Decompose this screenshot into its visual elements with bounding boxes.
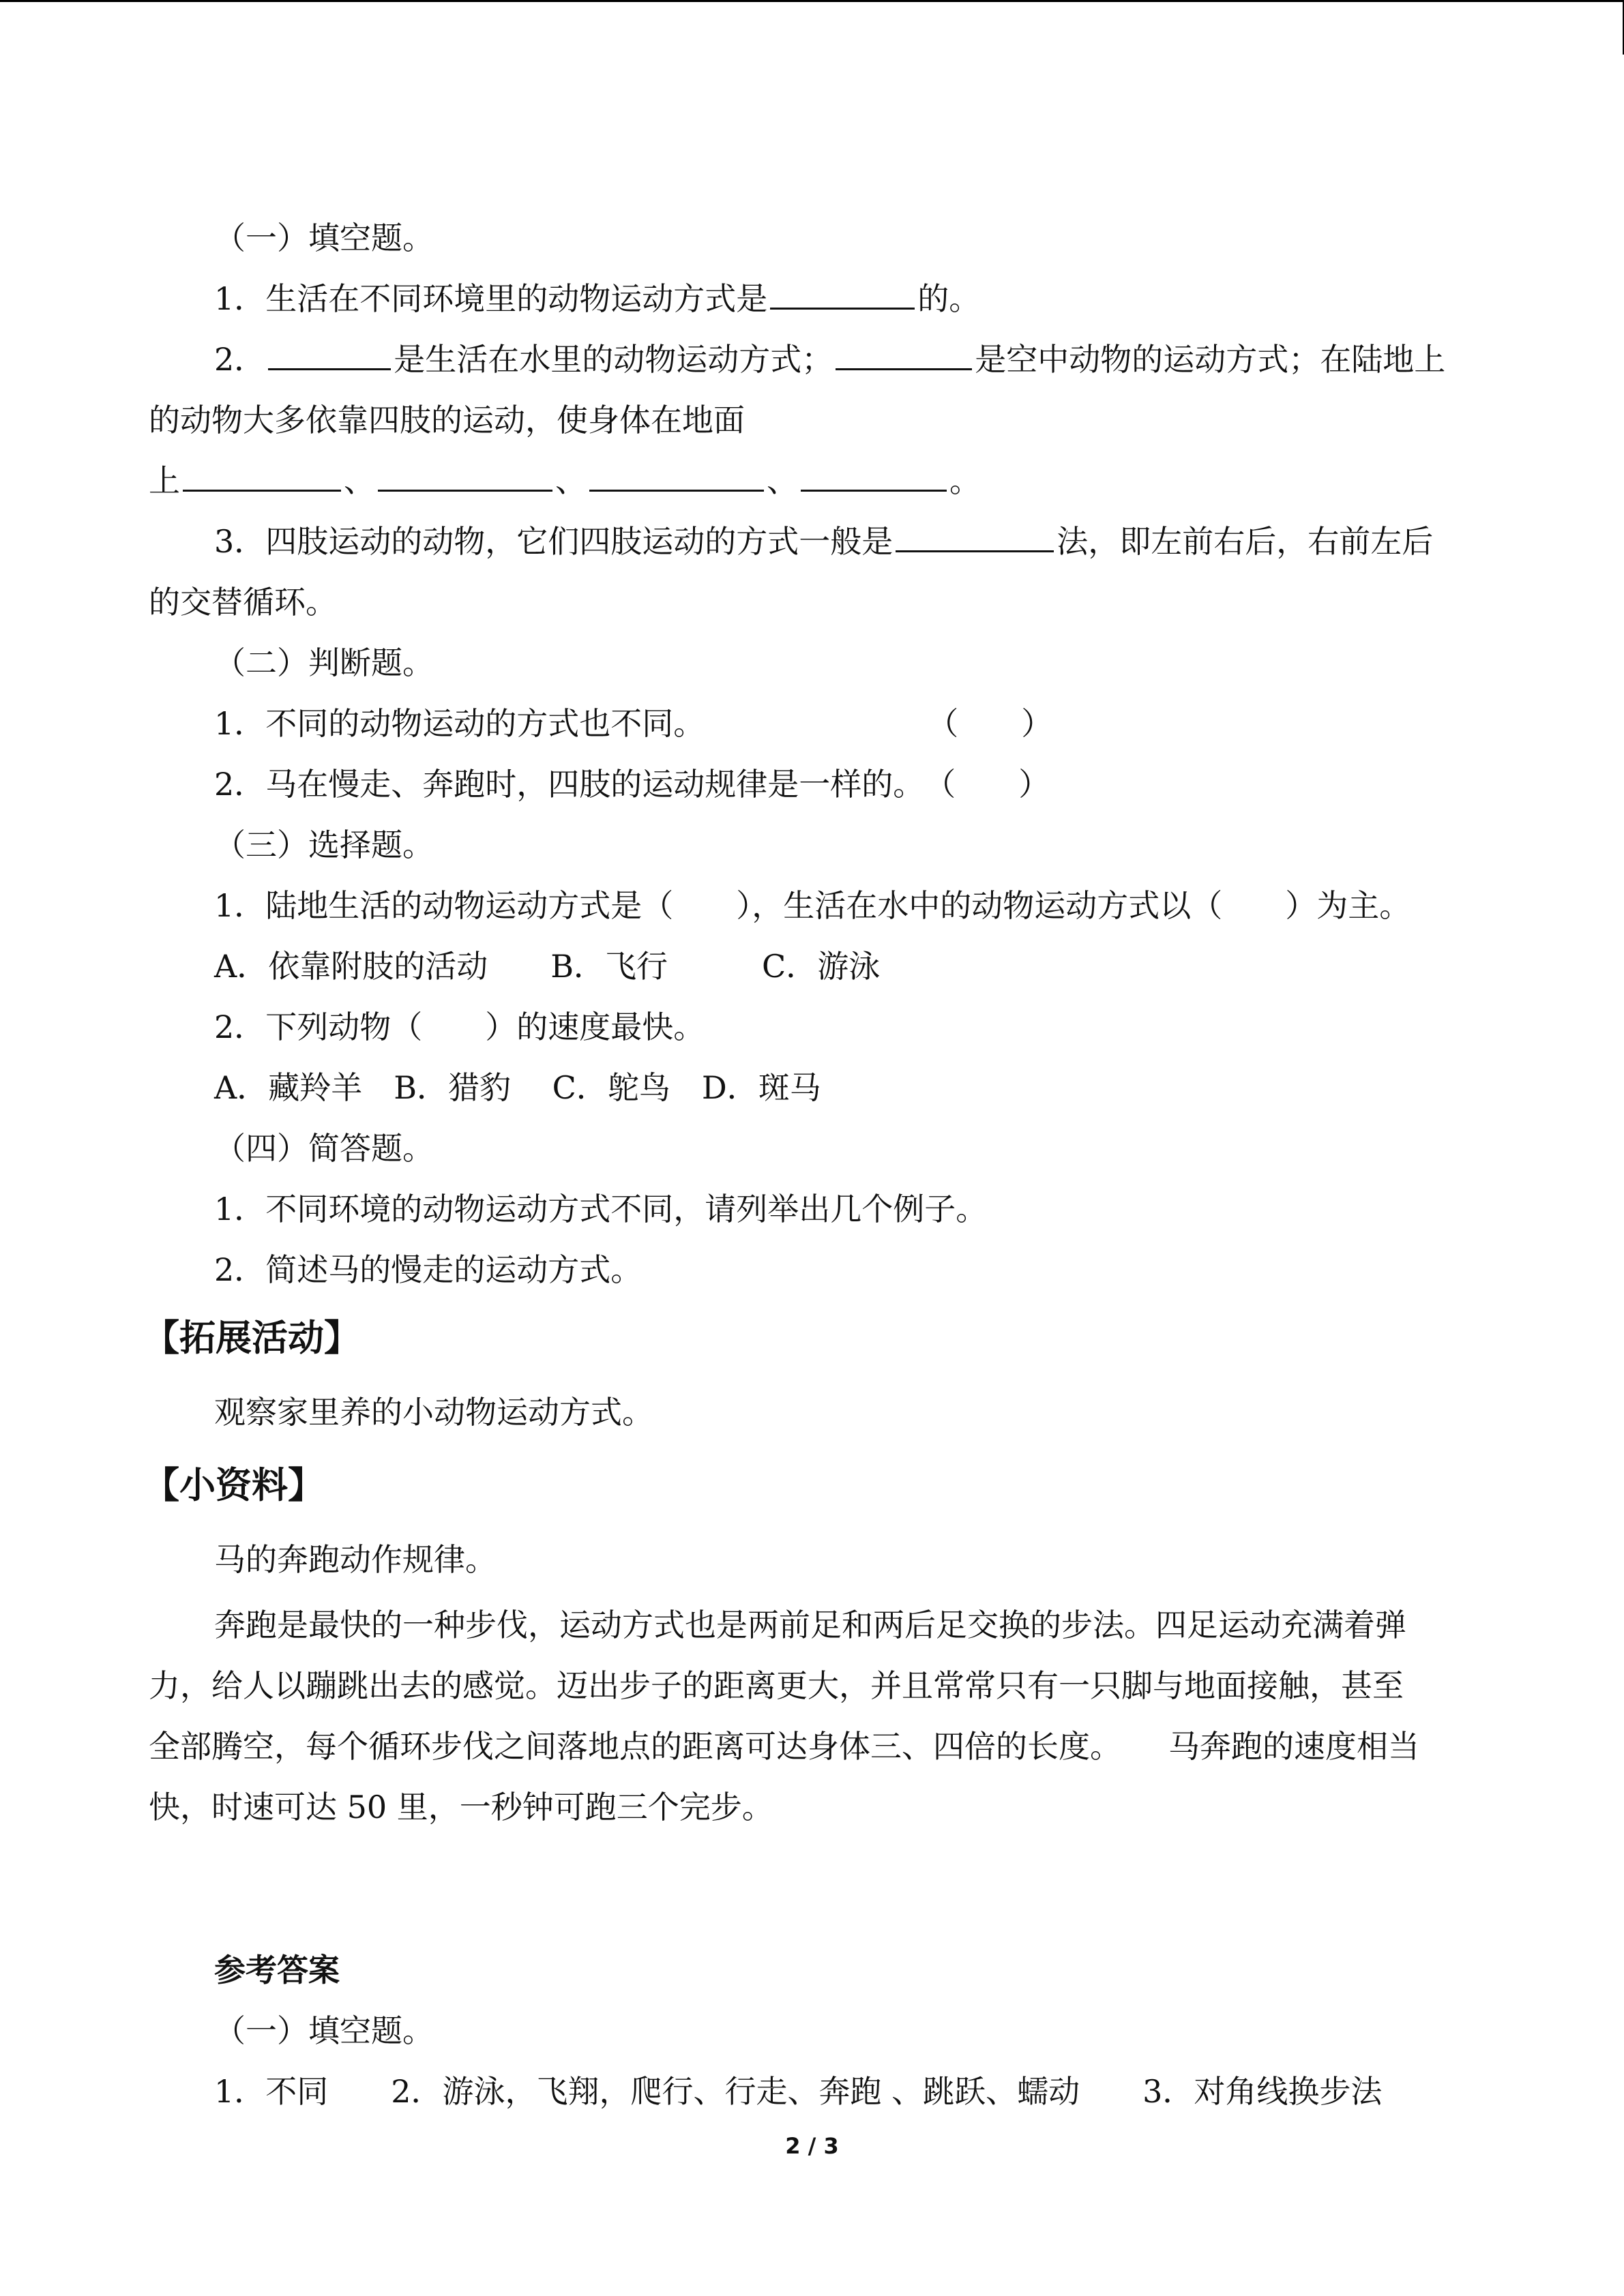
short-answer-question-1: 1．不同环境的动物运动方式不同，请列举出几个例子。 — [214, 1191, 988, 1227]
info-subtitle: 马的奔跑动作规律。 — [214, 1541, 497, 1578]
fill-q2-number: 2． — [214, 341, 266, 378]
answer-blank[interactable] — [589, 460, 764, 492]
answer-blank[interactable] — [378, 460, 552, 492]
fill-question-3 — [149, 511, 1479, 572]
tf-q1-text: 1．不同的动物运动的方式也不同。 — [214, 705, 705, 742]
fill-question-1 — [149, 269, 1479, 329]
choice-question-2: 2．下列动物（ ）的速度最快。 — [214, 1009, 705, 1045]
page-top-border — [0, 0, 1624, 2]
answer-parentheses[interactable]: （ ） — [927, 705, 1053, 742]
choice-question-2-options: A．藏羚羊 B．猎豹 C．鸵鸟 D．斑马 — [214, 1069, 821, 1106]
tf-question-2 — [149, 754, 1479, 815]
info-paragraph-line-3: 全部腾空，每个循环步伐之间落地点的距离可达身体三、四倍的长度。 马奔跑的速度相当 — [149, 1728, 1419, 1765]
answer-blank[interactable] — [896, 520, 1054, 552]
choice-question-1-options: A．依靠附肢的活动 B．飞行 C．游泳 — [214, 948, 881, 985]
info-paragraph-line-1: 奔跑是最快的一种步伐，运动方式也是两前足和两后足交换的步法。四足运动充满着弹 — [214, 1607, 1406, 1643]
fill-q2-prefix: 上 — [149, 462, 180, 499]
page-number: 2 / 3 — [785, 2133, 839, 2159]
info-paragraph-line-4: 快，时速可达 50 里，一秒钟可跑三个完步。 — [149, 1789, 773, 1825]
fill-question-2 — [149, 329, 1479, 390]
period: 。 — [949, 462, 981, 499]
answer-blank[interactable] — [836, 338, 972, 370]
answer-parentheses[interactable]: （ ） — [924, 766, 1050, 803]
separator: 、 — [344, 462, 375, 499]
tf-q2-text: 2．马在慢走、奔跑时，四肢的运动规律是一样的。 — [214, 766, 925, 803]
info-heading: 【小资料】 — [143, 1465, 324, 1506]
answer-key-line: 1．不同 2．游泳，飞翔，爬行、行走、奔跑 、跳跃、蠕动 3．对角线换步法 — [214, 2073, 1383, 2110]
short-answer-question-2: 2．简述马的慢走的运动方式。 — [214, 1251, 643, 1288]
fill-question-3-cont: 的交替循环。 — [149, 584, 337, 621]
extension-activity-text: 观察家里养的小动物运动方式。 — [214, 1394, 653, 1431]
fill-q3-tail: 法，即左前右后，右前左后 — [1057, 523, 1434, 560]
answer-blank[interactable] — [183, 460, 341, 492]
fill-q3-text: 3．四肢运动的动物，它们四肢运动的方式一般是 — [214, 523, 894, 560]
answer-key-heading: 参考答案 — [214, 1952, 340, 1988]
answer-blank[interactable] — [801, 460, 947, 492]
separator: 、 — [555, 462, 587, 499]
fill-q2-text-2: 是空中动物的运动方式；在陆地上 — [975, 341, 1446, 378]
fill-q1-tail: 的。 — [917, 280, 981, 317]
section-true-false-title: （二）判断题。 — [214, 644, 434, 681]
choice-question-1: 1．陆地生活的动物运动方式是（ ），生活在水中的动物运动方式以（ ）为主。 — [214, 887, 1411, 924]
answer-key-section-title: （一）填空题。 — [214, 2012, 434, 2049]
extension-activity-heading: 【拓展活动】 — [143, 1317, 360, 1359]
tf-question-1 — [149, 694, 1479, 754]
answer-blank[interactable] — [770, 278, 915, 310]
fill-q1-text: 1．生活在不同环境里的动物运动方式是 — [214, 280, 768, 317]
section-choice-title: （三）选择题。 — [214, 826, 434, 863]
info-paragraph-line-2: 力，给人以蹦跳出去的感觉。迈出步子的距离更大，并且常常只有一只脚与地面接触，甚至 — [149, 1667, 1404, 1704]
fill-q2-text: 是生活在水里的动物运动方式； — [394, 341, 833, 378]
section-short-answer-title: （四）简答题。 — [214, 1130, 434, 1167]
fill-question-2-blanks — [149, 451, 1479, 511]
separator: 、 — [767, 462, 798, 499]
section-fill-blank-title: （一）填空题。 — [214, 220, 434, 256]
worksheet-page — [143, 208, 1479, 2122]
fill-question-2-cont: 的动物大多依靠四肢的运动，使身体在地面 — [149, 402, 745, 438]
answer-blank[interactable] — [268, 338, 391, 370]
